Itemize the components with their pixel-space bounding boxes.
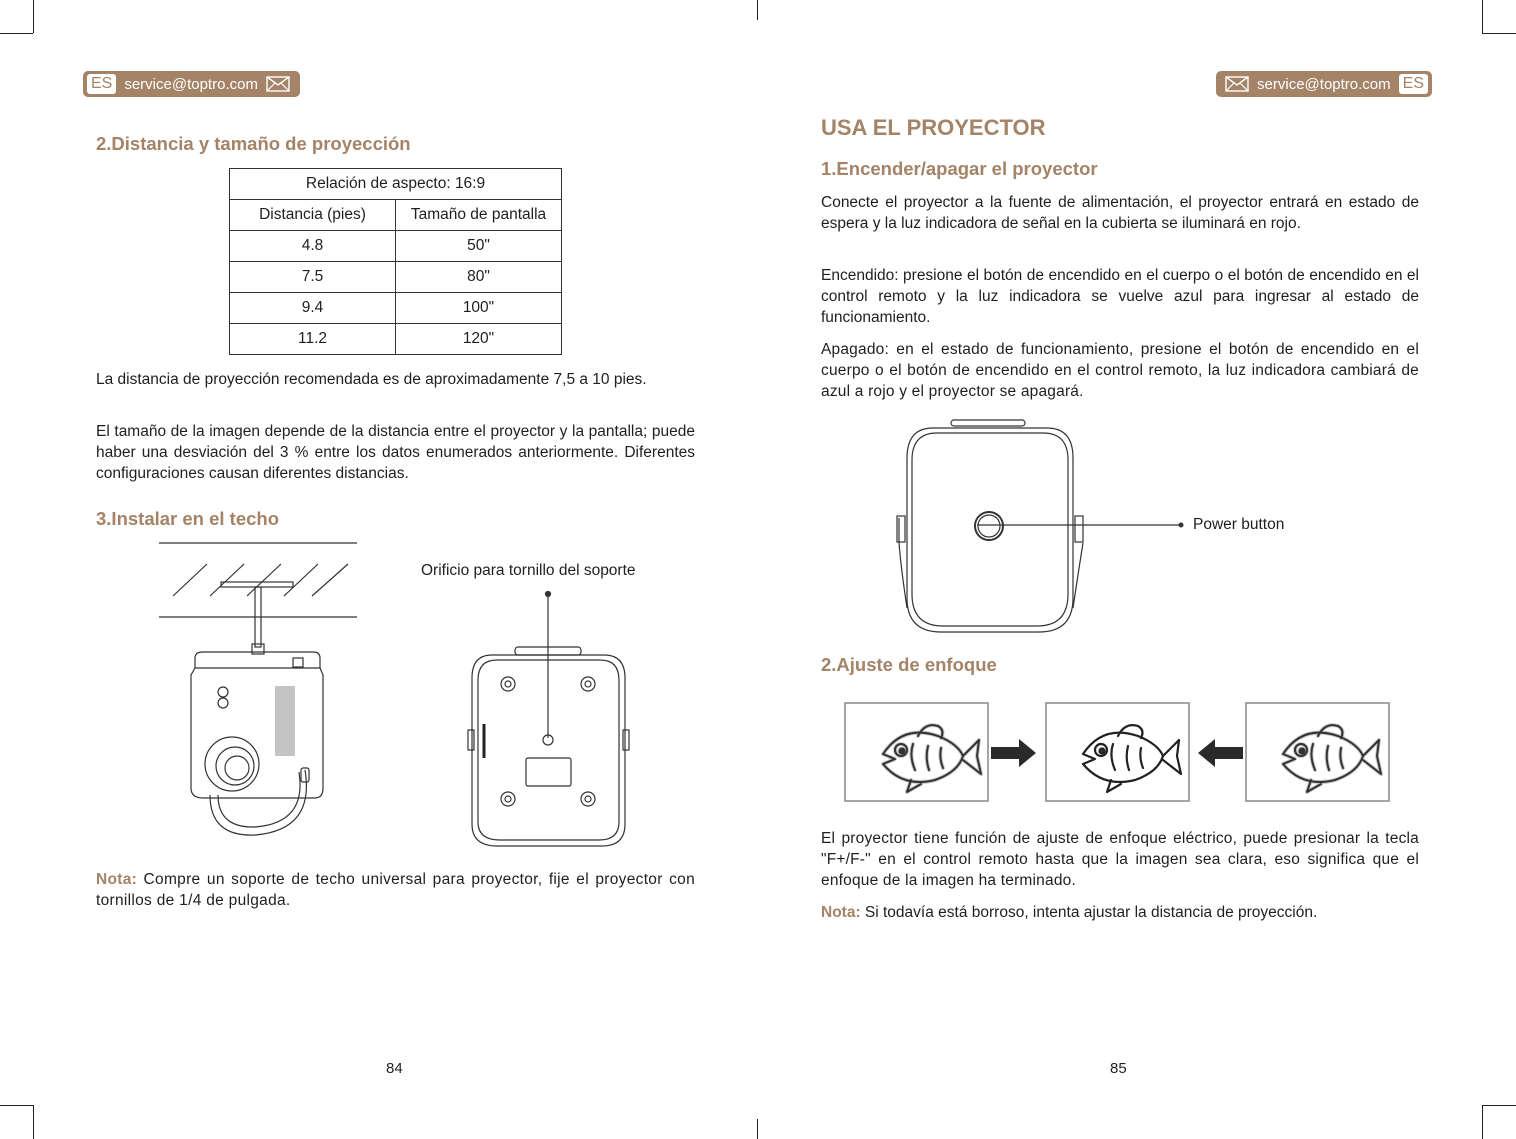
crop-mark — [33, 1105, 34, 1139]
table-cell: 11.2 — [230, 324, 396, 355]
crop-mark — [1482, 1105, 1483, 1139]
table-cell: 80" — [396, 262, 562, 293]
paragraph-focus: El proyector tiene función de ajuste de enfoque eléctrico, puede presionar la tecla "F+/F-" en el control remoto hasta que la imagen sea clara, eso significa que el enfoque de la imagen ha terminado. — [821, 830, 1419, 889]
crop-mark — [0, 33, 33, 34]
crop-mark — [0, 1105, 33, 1106]
table-row — [230, 324, 562, 355]
language-badge: ES — [1399, 74, 1428, 94]
screw-hole-label: Orificio para tornillo del soporte — [421, 562, 636, 579]
header-contact-pill-right — [1216, 71, 1432, 97]
table-row — [230, 262, 562, 293]
table-row — [230, 231, 562, 262]
note-label: Nota: — [821, 904, 861, 921]
crop-mark — [1482, 0, 1483, 33]
note-text: Si todavía está borroso, intenta ajustar la distancia de proyección. — [860, 904, 1318, 921]
paragraph-recommended-distance: La distancia de proyección recomendada es de aproximadamente 7,5 a 10 pies. — [96, 371, 647, 388]
main-title: USA EL PROYECTOR — [821, 115, 1046, 140]
note-paragraph-right — [821, 902, 1419, 923]
focus-illustration — [843, 700, 1393, 806]
table-header: Tamaño de pantalla — [396, 200, 562, 231]
crop-mark — [757, 1119, 758, 1139]
table-cell: 4.8 — [230, 231, 396, 262]
contact-email: service@toptro.com — [1257, 75, 1391, 93]
table-cell: 100" — [396, 293, 562, 324]
table-cell: 9.4 — [230, 293, 396, 324]
section-title-distance: 2.Distancia y tamaño de proyección — [96, 133, 411, 154]
page-number-right: 85 — [1110, 1060, 1127, 1077]
crop-mark — [1482, 33, 1516, 34]
language-badge: ES — [87, 74, 116, 94]
table-row — [230, 293, 562, 324]
envelope-icon — [266, 76, 290, 92]
paragraph-image-size: El tamaño de la imagen depende de la distancia entre el proyector y la pantalla; puede haber una desviación del 3 % entre los datos enumerados anteriormente. Diferentes configuraciones causan diferentes distancias. — [96, 423, 695, 482]
table-cell: 7.5 — [230, 262, 396, 293]
table-header: Distancia (pies) — [230, 200, 396, 231]
distance-table — [229, 168, 562, 355]
header-contact-pill — [83, 71, 300, 97]
section-title-power: 1.Encender/apagar el proyector — [821, 158, 1098, 179]
note-label: Nota: — [96, 871, 138, 888]
paragraph-power-off: Apagado: en el estado de funcionamiento, presione el botón de encendido en el cuerpo o el botón de encendido en el control remoto, la luz indicadora cambiará de azul a rojo y el proyector se apagará. — [821, 341, 1419, 400]
crop-mark — [33, 0, 34, 33]
table-caption: Relación de aspecto: 16:9 — [230, 169, 562, 200]
note-text: Compre un soporte de techo universal para proyector, fije el proyector con tornillos de 1/4 de pulgada. — [96, 871, 695, 909]
paragraph-power-on: Encendido: presione el botón de encendido en el cuerpo o el botón de encendido en el control remoto y la luz indicadora se vuelve azul para ingresar al estado de funcionamiento. — [821, 267, 1419, 326]
contact-email: service@toptro.com — [124, 75, 258, 93]
crop-mark — [1482, 1105, 1516, 1106]
crop-mark — [757, 0, 758, 20]
envelope-icon — [1225, 76, 1249, 92]
ceiling-mount-illustration — [155, 540, 365, 850]
paragraph-connect: Conecte el proyector a la fuente de alimentación, el proyector entrará en estado de espera y la luz indicadora de señal en la cubierta se iluminará en rojo. — [821, 194, 1419, 232]
table-cell: 50" — [396, 231, 562, 262]
section-title-focus: 2.Ajuste de enfoque — [821, 654, 997, 675]
page-number-left: 84 — [386, 1060, 403, 1077]
projector-bottom-view — [462, 588, 637, 853]
projector-top-view — [893, 418, 1193, 640]
note-paragraph-left — [96, 869, 695, 911]
power-button-label: Power button — [1193, 516, 1285, 533]
table-cell: 120" — [396, 324, 562, 355]
section-title-ceiling: 3.Instalar en el techo — [96, 508, 280, 529]
